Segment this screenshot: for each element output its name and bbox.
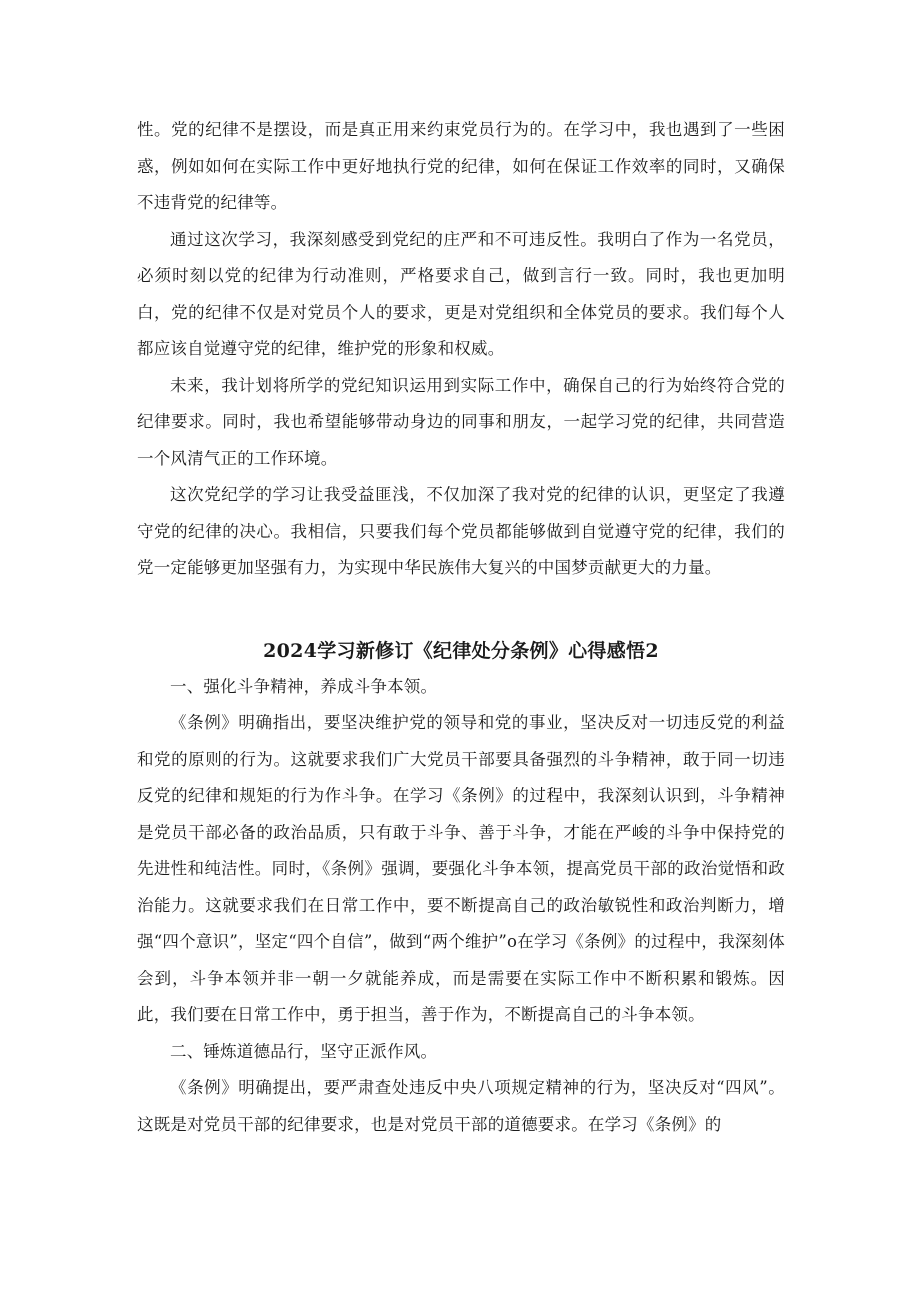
paragraph: 未来，我计划将所学的党纪知识运用到实际工作中，确保自己的行为始终符合党的纪律要求。同时，我也希望能够带动身边的同事和朋友，一起学习党的纪律，共同营造一个风清气正的工作环境。 (137, 375, 785, 468)
document-body (137, 112, 785, 1143)
paragraph-continuation: 性。党的纪律不是摆设，而是真正用来约束党员行为的。在学习中，我也遇到了一些困惑，例如如何在实际工作中更好地执行党的纪律，如何在保证工作效率的同时，又确保不违背党的纪律等。 (137, 120, 785, 212)
paragraph: 这次党纪学的学习让我受益匪浅，不仅加深了我对党的纪律的认识，更坚定了我遵守党的纪律的决心。我相信，只要我们每个党员都能够做到自觉遵守党的纪律，我们的党一定能够更加坚强有力，为实现中华民族伟大复兴的中国梦贡献更大的力量。 (137, 485, 785, 577)
paragraph: 《条例》明确指出，要坚决维护党的领导和党的事业，坚决反对一切违反党的利益和党的原则的行为。这就要求我们广大党员干部要具备强烈的斗争精神，敢于同一切违反党的纪律和规矩的行为作斗争。在学习《条例》的过程中，我深刻认识到，斗争精神是党员干部必备的政治品质，只有敢于斗争、善于斗争，才能在严峻的斗争中保持党的先进性和纯洁性。同时，《条例》强调，要强化斗争本领，提高党员干部的政治觉悟和政治能力。这就要求我们在日常工作中，要不断提高自己的政治敏锐性和政治判断力，增强“四个意识”，坚定“四个自信”，做到“两个维护”o在学习《条例》的过程中，我深刻体会到，斗争本领并非一朝一夕就能养成，而是需要在实际工作中不断积累和锻炼。因此，我们要在日常工作中，勇于担当，善于作为，不断提高自己的斗争本领。 (137, 713, 785, 1024)
section-title: 2024学习新修订《纪律处分条例》心得感悟2 (263, 639, 659, 662)
paragraph: 《条例》明确提出，要严肃查处违反中央八项规定精神的行为，坚决反对“四风”。这既是对党员干部的纪律要求，也是对党员干部的道德要求。在学习《条例》的 (137, 1078, 785, 1134)
subheading-1: 一、强化斗争精神，养成斗争本领。 (170, 676, 438, 696)
subheading-2: 二、锤炼道德品行，坚守正派作风。 (170, 1041, 438, 1061)
paragraph: 通过这次学习，我深刻感受到党纪的庄严和不可违反性。我明白了作为一名党员，必须时刻以党的纪律为行动准则，严格要求自己，做到言行一致。同时，我也更加明白，党的纪律不仅是对党员个人的要求，更是对党组织和全体党员的要求。我们每个人都应该自觉遵守党的纪律，维护党的形象和权威。 (137, 229, 785, 358)
spacer (137, 587, 785, 636)
